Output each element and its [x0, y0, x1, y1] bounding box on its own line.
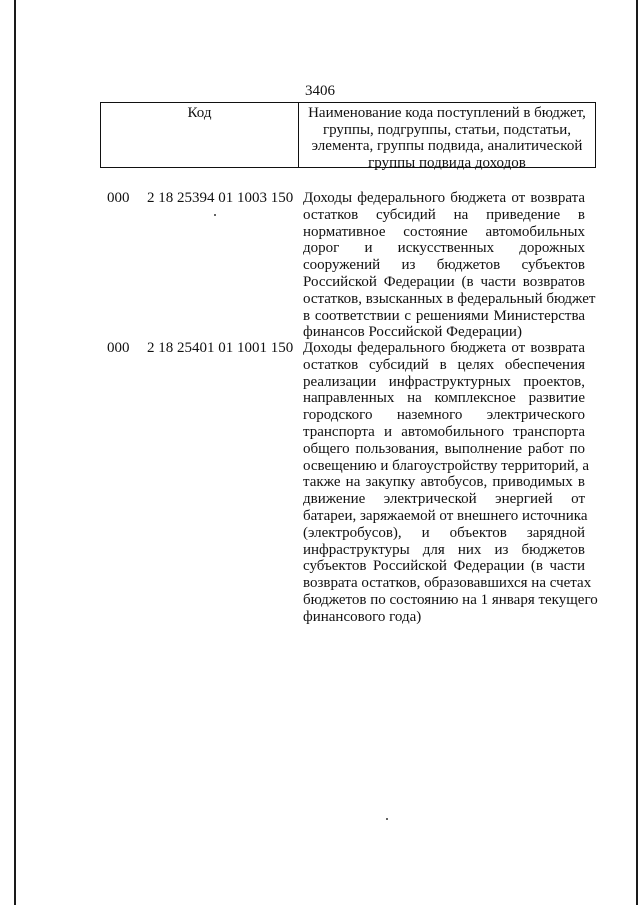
income-code: 2 18 25401 01 1001 150 [147, 340, 294, 356]
page-right-edge [636, 0, 638, 905]
description-line: сооружений из бюджетов субъектов [303, 257, 585, 274]
description-line: движение электрической энергией от [303, 491, 585, 508]
description-line: финансов Российской Федерации) [303, 324, 522, 341]
description-line: городского наземного электрического [303, 407, 585, 424]
header-name-column: Наименование кода поступлений в бюджет, группы, подгруппы, статьи, подстатьи, элемента, группы подвида, аналитической группы подвида доходов [308, 105, 586, 171]
description-line: Доходы федерального бюджета от возврата [303, 340, 585, 356]
description-line: в соответствии с решениями Министерства [303, 307, 585, 324]
description-line: общего пользования, выполнение работ по [303, 440, 585, 457]
description-line: финансового года) [303, 608, 422, 625]
description-line: Доходы федерального бюджета от возврата [303, 190, 585, 206]
admin-code: 000 [107, 340, 130, 356]
description-line: остатков субсидий в целях обеспечения [303, 356, 585, 373]
description-line: также на закупку автобусов, приводимых в [303, 474, 585, 491]
description-line: инфраструктуры для них из бюджетов [303, 541, 585, 558]
description-line: реализации инфраструктурных проектов, [303, 373, 585, 390]
description-line: дорог и искусственных дорожных [303, 240, 585, 257]
table-header [100, 102, 596, 171]
income-code: 2 18 25394 01 1003 150 [147, 190, 294, 206]
description-line: бюджетов по состоянию на 1 января текущего [303, 591, 598, 608]
description-line: направленных на комплексное развитие [303, 390, 585, 407]
description-line: (электробусов), и объектов зарядной [303, 524, 585, 541]
page-number: 3406 [305, 83, 335, 99]
description-line: возврата остатков, образовавшихся на счетах [303, 575, 592, 592]
description-line: нормативное состояние автомобильных [303, 223, 585, 240]
page-left-edge [14, 0, 16, 905]
income-description [303, 190, 596, 341]
description-line: освещению и благоустройству территорий, а [303, 457, 590, 474]
header-code-column: Код [101, 103, 299, 167]
admin-code: 000 [107, 190, 130, 206]
income-description [303, 340, 598, 626]
description-line: субъектов Российской Федерации (в части [303, 558, 585, 575]
scan-speck [214, 214, 216, 216]
description-line: остатков субсидий на приведение в [303, 206, 585, 223]
description-line: остатков, взысканных в федеральный бюджет [303, 290, 596, 307]
description-line: Российской Федерации (в части возвратов [303, 273, 585, 290]
description-line: транспорта и автомобильного транспорта [303, 423, 585, 440]
description-line: батареи, заряжаемой от внешнего источника [303, 507, 588, 524]
scan-speck [386, 818, 388, 820]
